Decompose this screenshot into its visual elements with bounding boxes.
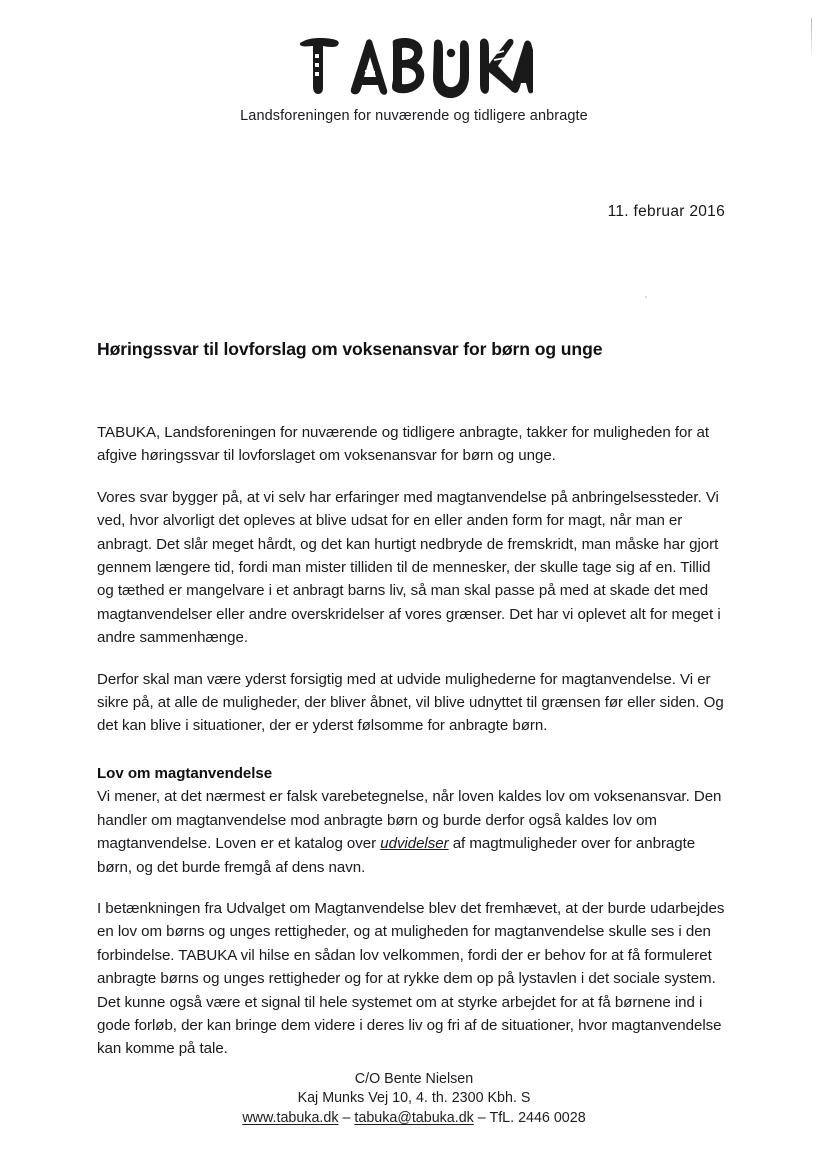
tabuka-logo-icon: [294, 28, 534, 106]
scan-artifact-speck: [645, 296, 647, 298]
email-link[interactable]: tabuka@tabuka.dk: [354, 1109, 474, 1126]
paragraph-naming-part1: Vi mener, at det nærmest er falsk varebetegnelse, når loven kaldes lov om voksenansvar. Den handler om magtanvendelse mod anbragte børn og burde derfor også kaldes lov om magtanvendelse. Loven er et katalog over: [97, 788, 722, 853]
paragraph-rights: I betænkningen fra Udvalget om Magtanvendelse blev det fremhævet, at der burde udarbejdes en lov om børns og unges rettigheder, og at muligheden for magtanvendelse skulle ses i den forbindelse. TABUKA vil hilse en sådan lov velkommen, fordi der er behov for at få formuleret anbragte børns og unges rettigheder og for at rykke dem op på lystavlen i det sociale system. Det kunne også være et signal til hele systemet om at styrke arbejdet for at få børnene ind i gode forløb, der kan bringe dem videre i deres liv og fri af de situationer, hvor magtanvendelse kan komme på tale.: [97, 899, 725, 1058]
footer-separator-1: –: [338, 1109, 355, 1126]
paragraph-naming: [97, 785, 727, 879]
website-link[interactable]: www.tabuka.dk: [242, 1109, 339, 1126]
organization-tagline: Landsforeningen for nuværende og tidligere anbragte: [240, 107, 588, 125]
footer-phone: TfL. 2446 0028: [489, 1109, 586, 1126]
document-header: [0, 28, 828, 124]
paragraph-naming-part2: af magtmuligheder over for anbragte børn, og det burde fremgå af dens navn.: [97, 835, 696, 876]
document-date: 11. februar 2016: [607, 203, 725, 220]
emphasis-udvidelser: udvidelser: [380, 835, 449, 853]
section-heading-lov-om-magtanvendelse: Lov om magtanvendelse: [97, 764, 273, 782]
footer-contact-name: C/O Bente Nielsen: [354, 1071, 474, 1087]
paragraph-caution: Derfor skal man være yderst forsigtig med at udvide mulighederne for magtanvendelse. Vi er sikre på, at alle de muligheder, der bliver åbnet, vil blive udnyttet til grænsen før eller siden. Og det kan blive i situationer, der er yderst følsomme for anbragte børn.: [97, 670, 724, 735]
document-body: [97, 421, 727, 1079]
paragraph-experience: Vores svar bygger på, at vi selv har erfaringer med magtanvendelse på anbringelsessteder. Vi ved, hvor alvorligt det opleves at blive udsat for en eller anden form for magt, når man er anbragt. Det slår meget hårdt, og det kan hurtigt nedbryde de fremskridt, man måske har gjort gennem længere tid, fordi man mister tilliden til de mennesker, der skulle tage sig af en. Tillid og tæthed er mangelvare i et anbragt barns liv, så man skal passe på med at skade det med magtanvendelser eller andre overskridelser af vores grænser. Det har vi oplevet alt for meget i andre sammenhænge.: [97, 488, 721, 647]
tabuka-logo: [294, 28, 534, 106]
paragraph-intro: TABUKA, Landsforeningen for nuværende og tidligere anbragte, takker for muligheden for at afgive høringssvar til lovforslaget om voksenansvar for børn og unge.: [97, 424, 709, 465]
footer-links: [0, 1109, 828, 1128]
page-title: Høringssvar til lovforslag om voksenansvar for børn og unge: [97, 338, 603, 359]
footer-address: Kaj Munks Vej 10, 4. th. 2300 Kbh. S: [297, 1090, 531, 1107]
footer-separator-2: –: [473, 1109, 490, 1126]
document-footer: [0, 1070, 828, 1128]
